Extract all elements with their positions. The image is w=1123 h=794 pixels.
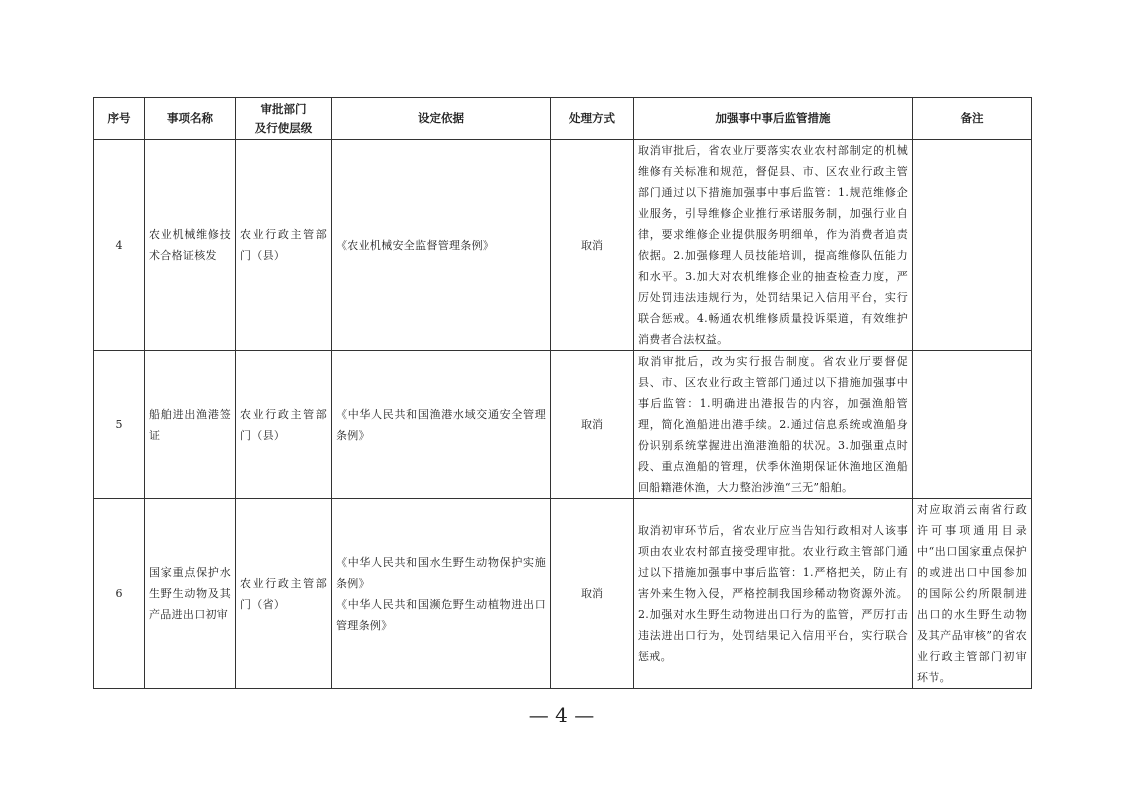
row-measures: 取消审批后，省农业厅要落实农业农村部制定的机械维修有关标准和规范，督促县、市、区农业行政主管部门通过以下措施加强事中事后监管：1.规范维修企业服务，引导维修企业推行承诺服务制，加强行业自律，要求维修企业提供服务明细单，作为消费者追责依据。2.加强修理人员技能培训，提高维修队伍能力和水平。3.加大对农机维修企业的抽查检查力度，严厉处罚违法违规行为，处罚结果记入信用平台，实行联合惩戒。4.畅通农机维修质量投诉渠道，有效维护消费者合法权益。 bbox=[634, 140, 913, 351]
row-dept: 农业行政主管部门（县） bbox=[236, 351, 332, 499]
row-basis: 《中华人民共和国渔港水域交通安全管理条例》 bbox=[332, 351, 551, 499]
row-basis: 《中华人民共和国水生野生动物保护实施条例》 《中华人民共和国濒危野生动植物进出口管理条例》 bbox=[332, 499, 551, 689]
row-seq: 6 bbox=[94, 499, 145, 689]
row-name: 船舶进出渔港签证 bbox=[145, 351, 236, 499]
row-dept: 农业行政主管部门（县） bbox=[236, 140, 332, 351]
row-notes bbox=[913, 351, 1032, 499]
row-measures: 取消审批后，改为实行报告制度。省农业厅要督促县、市、区农业行政主管部门通过以下措施加强事中事后监管：1.明确进出港报告的内容，加强渔船管理，简化渔船进出港手续。2.通过信息系统或渔船身份识别系统掌握进出渔港渔船的状况。3.加强重点时段、重点渔船的管理，伏季休渔期保证休渔地区渔船回船籍港休渔，大力整治涉渔“三无”船舶。 bbox=[634, 351, 913, 499]
header-measures: 加强事中事后监管措施 bbox=[634, 98, 913, 140]
row-method: 取消 bbox=[551, 140, 634, 351]
row-name: 农业机械维修技术合格证核发 bbox=[145, 140, 236, 351]
row-method: 取消 bbox=[551, 499, 634, 689]
row-measures: 取消初审环节后，省农业厅应当告知行政相对人该事项由农业农村部直接受理审批。农业行政主管部门通过以下措施加强事中事后监管：1.严格把关，防止有害外来生物入侵，严格控制我国珍稀动物资源外流。2.加强对水生野生动物进出口行为的监管，严厉打击违法进出口行为，处罚结果记入信用平台，实行联合惩戒。 bbox=[634, 499, 913, 689]
header-method: 处理方式 bbox=[551, 98, 634, 140]
header-basis: 设定依据 bbox=[332, 98, 551, 140]
row-name: 国家重点保护水生野生动物及其产品进出口初审 bbox=[145, 499, 236, 689]
header-dept: 审批部门 及行使层级 bbox=[236, 98, 332, 140]
row-notes bbox=[913, 140, 1032, 351]
header-notes: 备注 bbox=[913, 98, 1032, 140]
row-basis: 《农业机械安全监督管理条例》 bbox=[332, 140, 551, 351]
page-number: — 4 — bbox=[528, 703, 595, 727]
table-row bbox=[94, 499, 1032, 689]
row-dept: 农业行政主管部门（省） bbox=[236, 499, 332, 689]
row-seq: 5 bbox=[94, 351, 145, 499]
row-method: 取消 bbox=[551, 351, 634, 499]
row-notes: 对应取消云南省行政许可事项通用目录中“出口国家重点保护的或进出口中国参加的国际公约所限制进出口的水生野生动物及其产品审核”的省农业行政主管部门初审环节。 bbox=[913, 499, 1032, 689]
header-seq: 序号 bbox=[94, 98, 145, 140]
header-name: 事项名称 bbox=[145, 98, 236, 140]
table-row bbox=[94, 140, 1032, 351]
table-row bbox=[94, 351, 1032, 499]
table-header-row bbox=[94, 98, 1032, 140]
row-seq: 4 bbox=[94, 140, 145, 351]
regulation-table bbox=[93, 97, 1032, 689]
